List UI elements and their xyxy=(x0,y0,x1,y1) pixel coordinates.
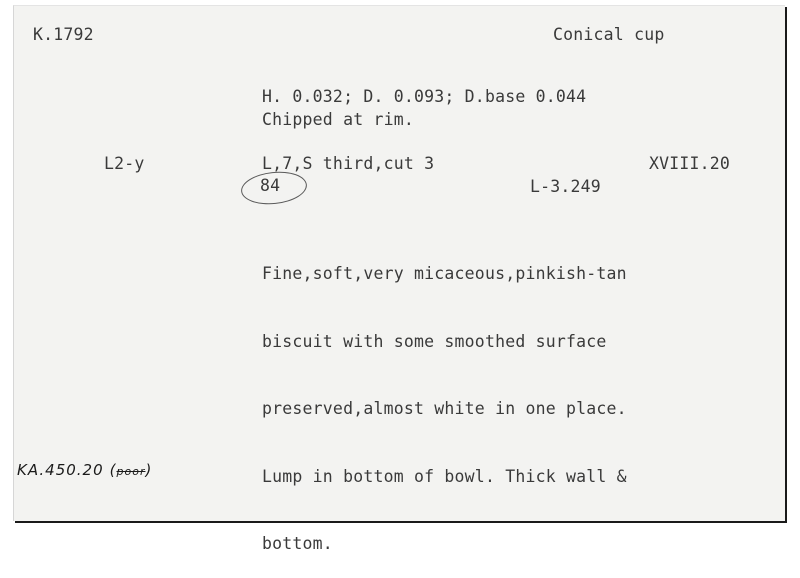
dimensions: H. 0.032; D. 0.093; D.base 0.044 xyxy=(262,87,587,106)
inventory-reference: L-3.249 xyxy=(530,177,601,196)
findspot: L,7,S third,cut 3 xyxy=(262,154,435,173)
description-line: bottom. xyxy=(262,534,333,553)
deposit-code: L2-y xyxy=(104,154,145,173)
date-reference: XVIII.20 xyxy=(649,154,731,173)
handwritten-ref-number: KA.450.20 xyxy=(17,461,104,479)
condition-note: Chipped at rim. xyxy=(262,110,415,129)
description-line: Lump in bottom of bowl. Thick wall & xyxy=(262,466,627,486)
handwritten-paren-close: ) xyxy=(145,461,153,479)
description-line: Fine,soft,very micaceous,pinkish-tan xyxy=(262,264,627,283)
description xyxy=(262,218,627,578)
description-line: biscuit with some smoothed surface xyxy=(262,331,607,351)
description-line: preserved,almost white in one place. xyxy=(262,399,627,418)
catalog-number: K.1792 xyxy=(33,25,94,44)
handwritten-reference xyxy=(17,461,152,479)
circled-number: 84 xyxy=(260,176,281,195)
object-type: Conical cup xyxy=(553,25,665,44)
handwritten-struck-word: poor xyxy=(116,465,146,478)
handwritten-paren-open: ( xyxy=(109,461,117,479)
